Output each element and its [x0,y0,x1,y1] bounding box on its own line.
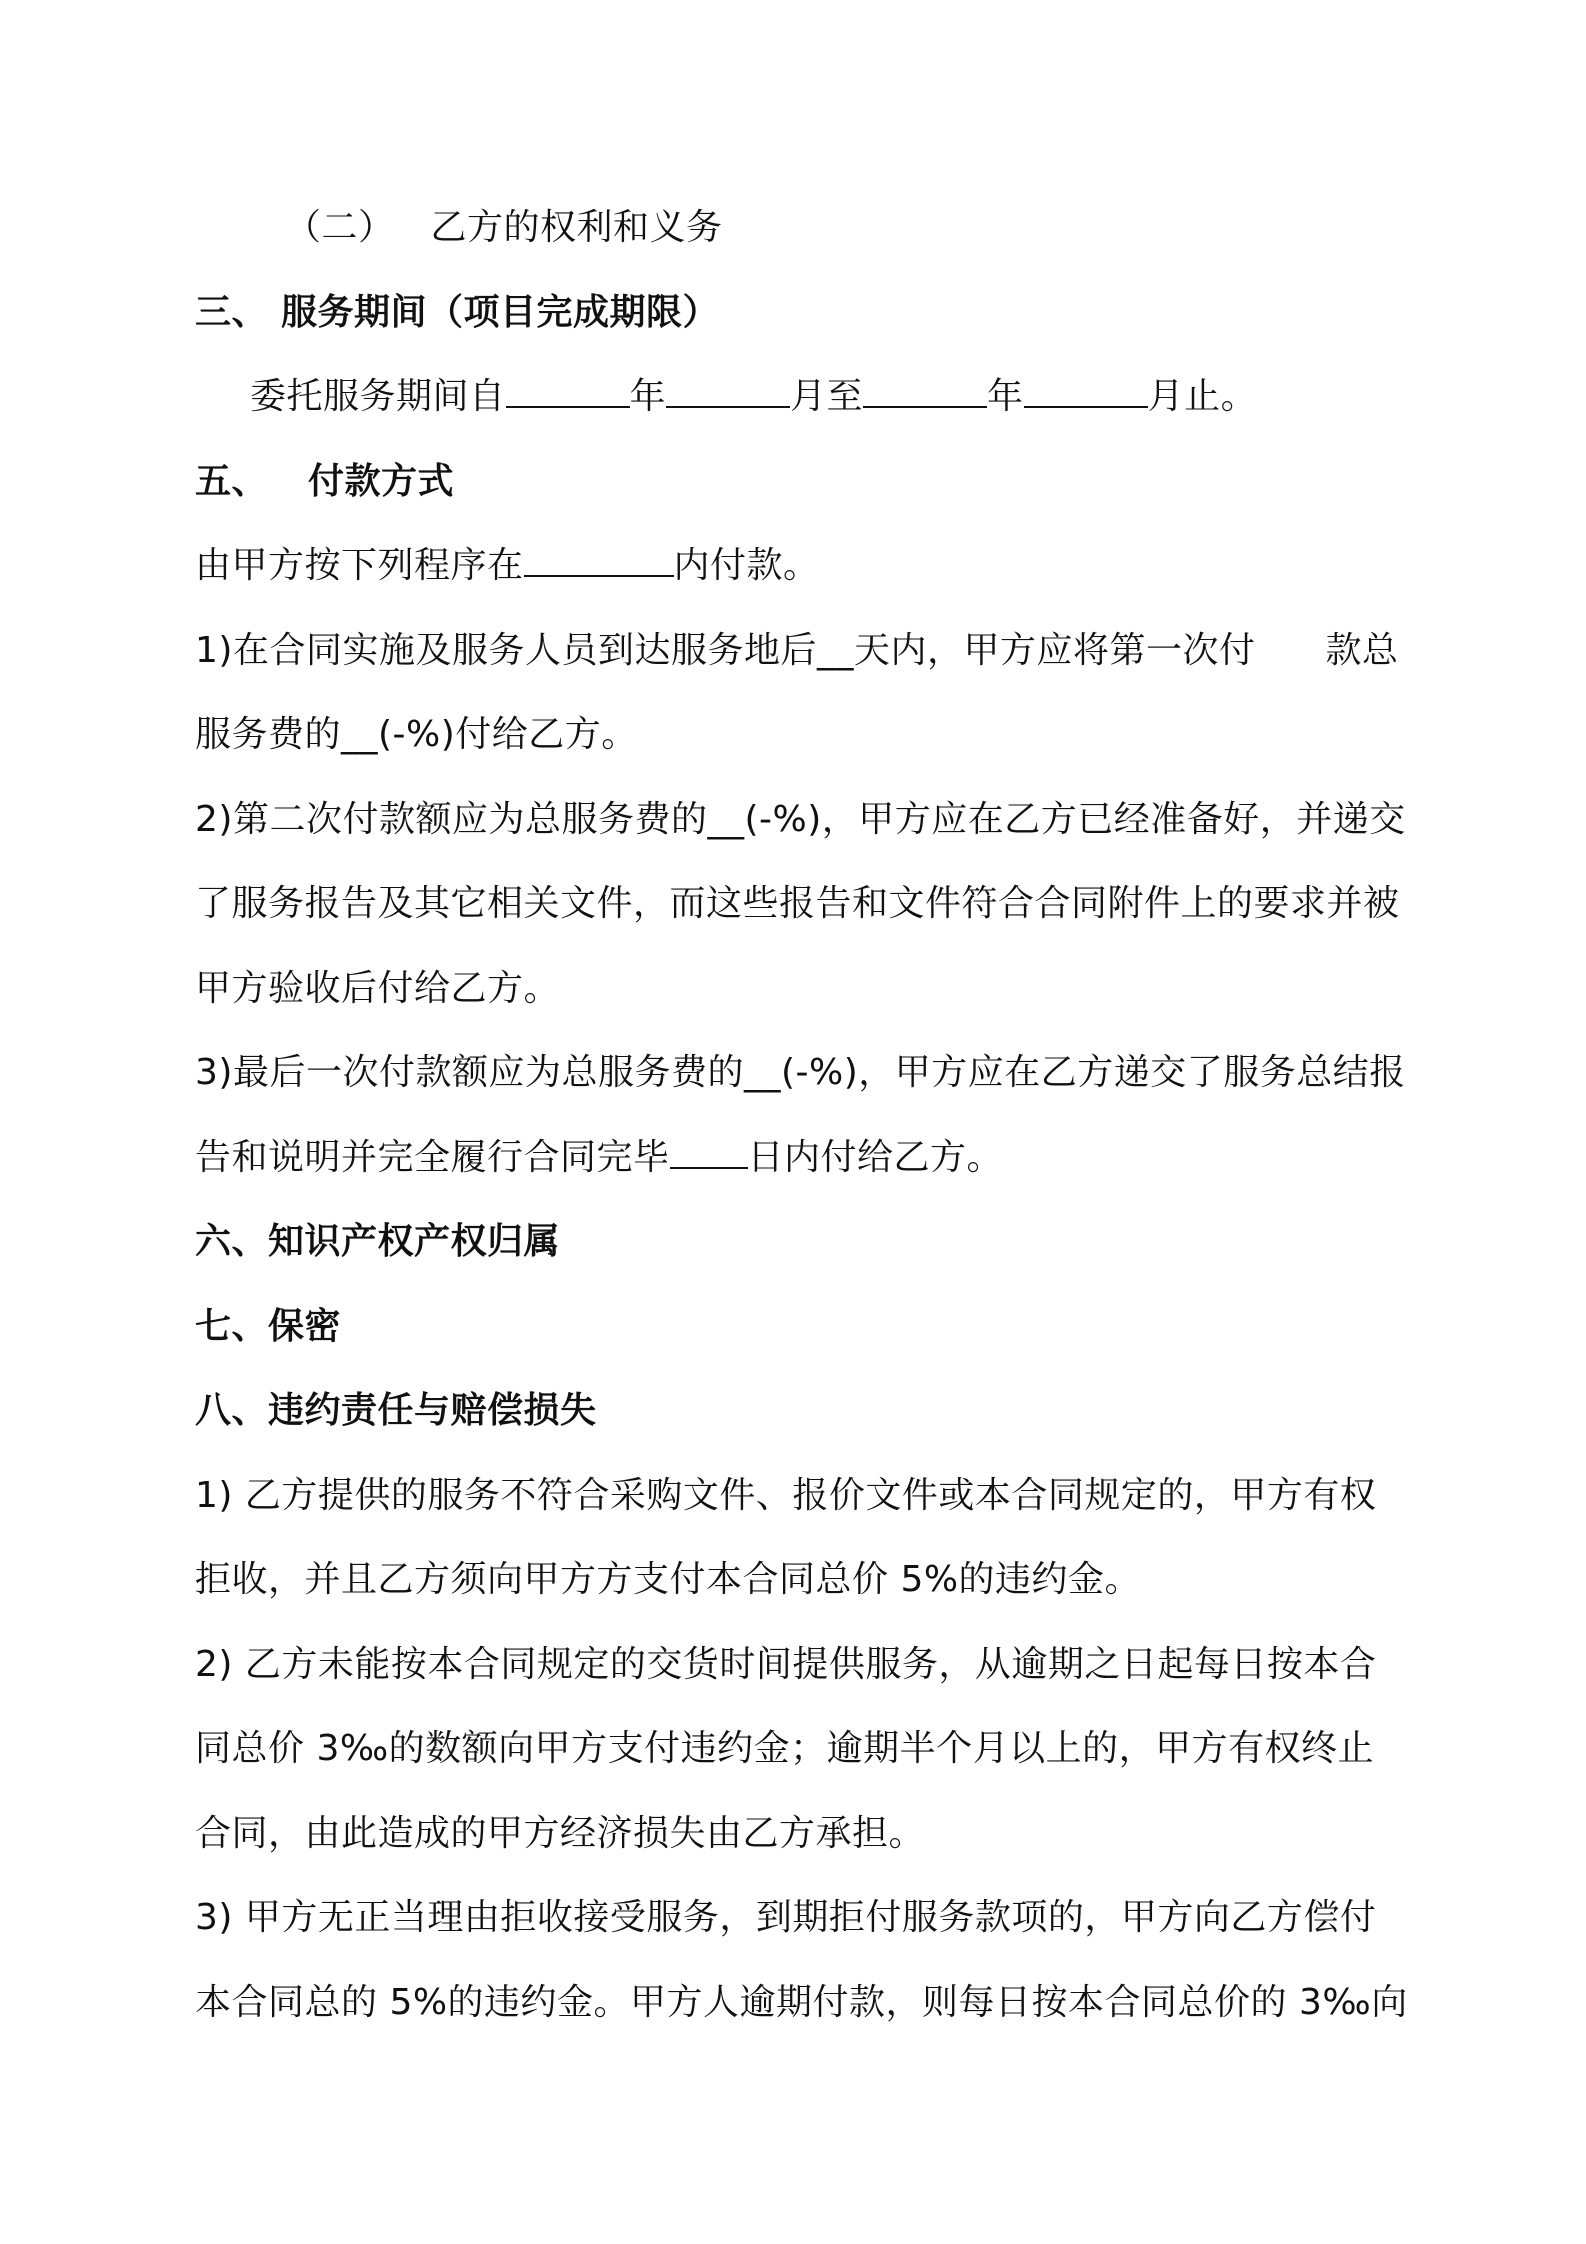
liability-clause-1-line-1: 1) 乙方提供的服务不符合采购文件、报价文件或本合同规定的，甲方有权 [195,1475,1377,1516]
blank-start-month[interactable] [666,368,790,408]
section-heading-ip: 六、知识产权产权归属 [195,1221,561,1262]
subsection-number: （二） [285,207,395,248]
payment-intro-end: 内付款。 [673,545,820,586]
liability-clause-2-line-2: 同总价 3‰的数额向甲方支付违约金；逾期半个月以上的，甲方有权终止 [195,1728,1375,1769]
payment-clause-3-line-1: 3)最后一次付款额应为总服务费的__(-%)，甲方应在乙方递交了服务总结报 [195,1052,1406,1093]
blank-end-year[interactable] [863,368,987,408]
liability-clause-2-line-1: 2) 乙方未能按本合同规定的交货时间提供服务，从逾期之日起每日按本合 [195,1644,1377,1685]
liability-clause-2-line-3: 合同，由此造成的甲方经济损失由乙方承担。 [195,1813,926,1854]
service-period-text: 委托服务期间自 [250,376,506,417]
liability-clause-3-line-1: 3) 甲方无正当理由拒收接受服务，到期拒付服务款项的，甲方向乙方偿付 [195,1897,1377,1938]
month-to-label: 月至 [790,376,864,417]
payment-clause-2-line-3: 甲方验收后付给乙方。 [195,968,561,1009]
month-end-label: 月止。 [1147,376,1258,417]
clause-text: 日内付给乙方。 [747,1137,1004,1178]
blank-start-year[interactable] [506,368,630,408]
year-label: 年 [987,376,1024,417]
section-number: 五、 [195,461,269,502]
blank-end-month[interactable] [1024,368,1148,408]
liability-clause-1-line-2: 拒收，并且乙方须向甲方方支付本合同总价 5%的违约金。 [195,1559,1142,1600]
section-title: 付款方式 [308,461,455,502]
payment-intro-paragraph [195,536,820,596]
section-heading-liability: 八、违约责任与赔偿损失 [195,1390,597,1431]
section-heading-service-period: 三、 服务期间（项目完成期限） [195,292,720,333]
section-heading-confidentiality: 七、保密 [195,1306,342,1347]
payment-clause-1-line-2: 服务费的__(-%)付给乙方。 [195,714,638,755]
blank-days[interactable] [670,1129,748,1169]
payment-clause-1-line-1 [195,621,1398,681]
payment-clause-2-line-1: 2)第二次付款额应为总服务费的__(-%)，甲方应在乙方已经准备好，并递交 [195,799,1406,840]
section-heading-payment [195,452,454,512]
subsection-heading [285,198,723,258]
clause-text: 1)在合同实施及服务人员到达服务地后__天内，甲方应将第一次付 [195,630,1256,671]
clause-text: 告和说明并完全履行合同完毕 [195,1137,670,1178]
service-period-paragraph [250,367,1257,427]
payment-clause-3-line-2 [195,1128,1003,1188]
year-label: 年 [629,376,667,417]
clause-text: 款总 [1325,630,1399,671]
payment-clause-2-line-2: 了服务报告及其它相关文件，而这些报告和文件符合合同附件上的要求并被 [195,883,1400,924]
blank-payment-period[interactable] [524,537,674,577]
payment-intro-text: 由甲方按下列程序在 [195,545,524,586]
liability-clause-3-line-2: 本合同总的 5%的违约金。甲方人逾期付款，则每日按本合同总价的 3‰向 [195,1982,1408,2023]
subsection-title: 乙方的权利和义务 [430,207,723,248]
